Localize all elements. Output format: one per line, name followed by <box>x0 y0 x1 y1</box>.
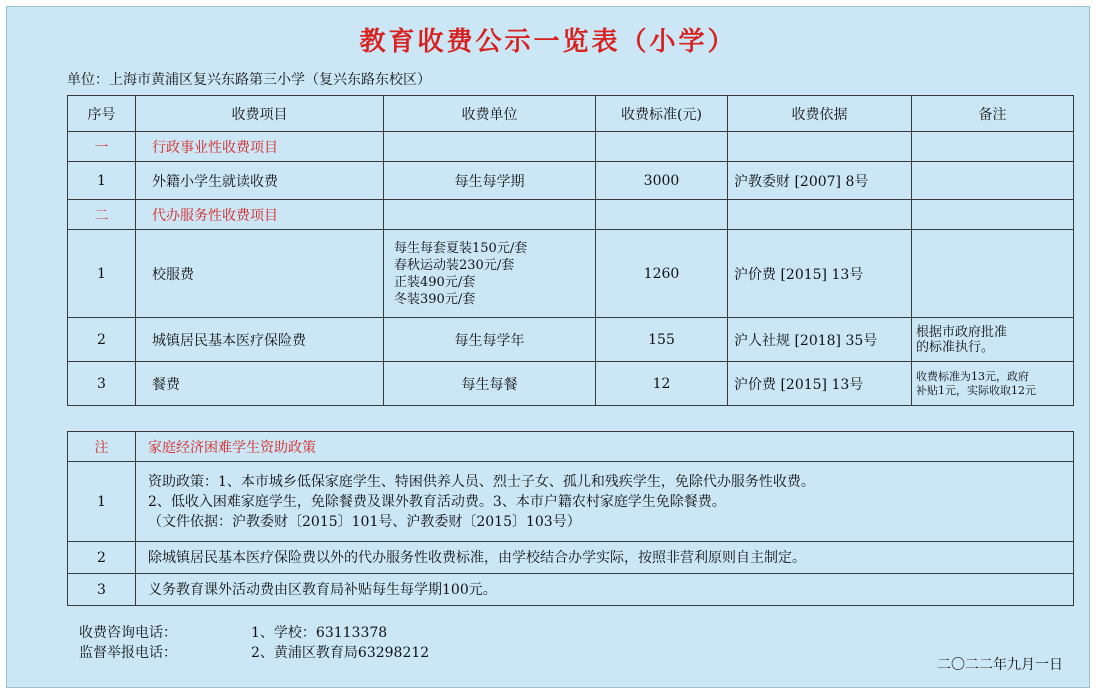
consult-label: 收费咨询电话： <box>79 625 177 641</box>
report-phone: 2、黄浦区教育局63298212 <box>251 645 430 661</box>
fee-item: 城镇居民基本医疗保险费 <box>136 318 384 362</box>
table-row <box>68 362 1074 406</box>
section-row <box>68 200 1074 230</box>
consult-phone: 1、学校：63113378 <box>251 625 388 641</box>
table-row <box>68 230 1074 318</box>
fee-item: 外籍小学生就读收费 <box>136 162 384 200</box>
notice-board <box>6 6 1090 688</box>
header-unit: 收费单位 <box>384 96 596 132</box>
fee-unit-line: 正装490元/套 <box>394 274 476 290</box>
fee-remark <box>912 230 1074 318</box>
note-row <box>68 462 1074 542</box>
table-row <box>68 162 1074 200</box>
note-line: 2、低收入困难家庭学生，免除餐费及课外教育活动费。3、本市户籍农村家庭学生免除餐费。 <box>148 493 726 510</box>
footer-labels <box>79 623 177 663</box>
header-remark: 备注 <box>912 96 1074 132</box>
fee-unit: 每生每餐 <box>384 362 596 406</box>
fee-basis: 沪价费 [2015] 13号 <box>728 230 912 318</box>
fee-basis: 沪教委财 [2007] 8号 <box>728 162 912 200</box>
fee-remark <box>912 162 1074 200</box>
fee-table <box>67 95 1074 406</box>
fee-unit: 每生每学年 <box>384 318 596 362</box>
unit-label: 单位：上海市黄浦区复兴东路第三小学（复兴东路东校区） <box>67 72 431 88</box>
header-no: 序号 <box>68 96 136 132</box>
header-basis: 收费依据 <box>728 96 912 132</box>
fee-remark <box>912 318 1074 362</box>
remark-line: 根据市政府批准 <box>916 324 1008 340</box>
section-title: 代办服务性收费项目 <box>136 200 384 230</box>
fee-unit <box>384 230 596 318</box>
fee-remark <box>912 362 1074 406</box>
section-title: 行政事业性收费项目 <box>136 132 384 162</box>
fee-item: 校服费 <box>136 230 384 318</box>
fee-unit-line: 每生每套夏装150元/套 <box>394 240 528 256</box>
fee-unit-line: 春秋运动装230元/套 <box>394 257 515 273</box>
fee-standard: 12 <box>596 362 728 406</box>
page-title: 教育收费公示一览表（小学） <box>359 27 737 57</box>
note-row <box>68 542 1074 574</box>
section-number: 一 <box>68 132 136 162</box>
note-text: 义务教育课外活动费由区教育局补贴每生每学期100元。 <box>136 574 1074 606</box>
remark-line: 收费标准为13元，政府 <box>916 369 1029 383</box>
fee-item: 餐费 <box>136 362 384 406</box>
note-number: 2 <box>68 542 136 574</box>
notes-table <box>67 431 1074 606</box>
fee-basis: 沪价费 [2015] 13号 <box>728 362 912 406</box>
table-row <box>68 318 1074 362</box>
fee-standard: 1260 <box>596 230 728 318</box>
fee-unit: 每生每学期 <box>384 162 596 200</box>
fee-standard: 3000 <box>596 162 728 200</box>
notes-title: 家庭经济困难学生资助政策 <box>136 432 1074 462</box>
fee-standard: 155 <box>596 318 728 362</box>
notes-header-row <box>68 432 1074 462</box>
note-line: （文件依据：沪教委财〔2015〕101号、沪教委财〔2015〕103号） <box>148 513 581 530</box>
row-number: 2 <box>68 318 136 362</box>
row-number: 1 <box>68 230 136 318</box>
header-standard: 收费标准(元) <box>596 96 728 132</box>
section-row <box>68 132 1074 162</box>
notice-date: 二〇二二年九月一日 <box>937 657 1063 673</box>
notes-marker: 注 <box>68 432 136 462</box>
header-item: 收费项目 <box>136 96 384 132</box>
note-text <box>136 462 1074 542</box>
row-number: 3 <box>68 362 136 406</box>
section-number: 二 <box>68 200 136 230</box>
report-label: 监督举报电话： <box>79 645 177 661</box>
fee-basis: 沪人社规 [2018] 35号 <box>728 318 912 362</box>
row-number: 1 <box>68 162 136 200</box>
note-number: 1 <box>68 462 136 542</box>
footer-values <box>251 623 429 663</box>
remark-line: 补贴1元，实际收取12元 <box>916 383 1036 397</box>
fee-unit-line: 冬装390元/套 <box>394 291 476 307</box>
note-line: 资助政策：1、本市城乡低保家庭学生、特困供养人员、烈士子女、孤儿和残疾学生，免除代办服务性收费。 <box>148 473 815 490</box>
note-number: 3 <box>68 574 136 606</box>
remark-line: 的标准执行。 <box>916 339 995 355</box>
note-row <box>68 574 1074 606</box>
note-text: 除城镇居民基本医疗保险费以外的代办服务性收费标准，由学校结合办学实际，按照非营利原则自主制定。 <box>136 542 1074 574</box>
table-header-row <box>68 96 1074 132</box>
